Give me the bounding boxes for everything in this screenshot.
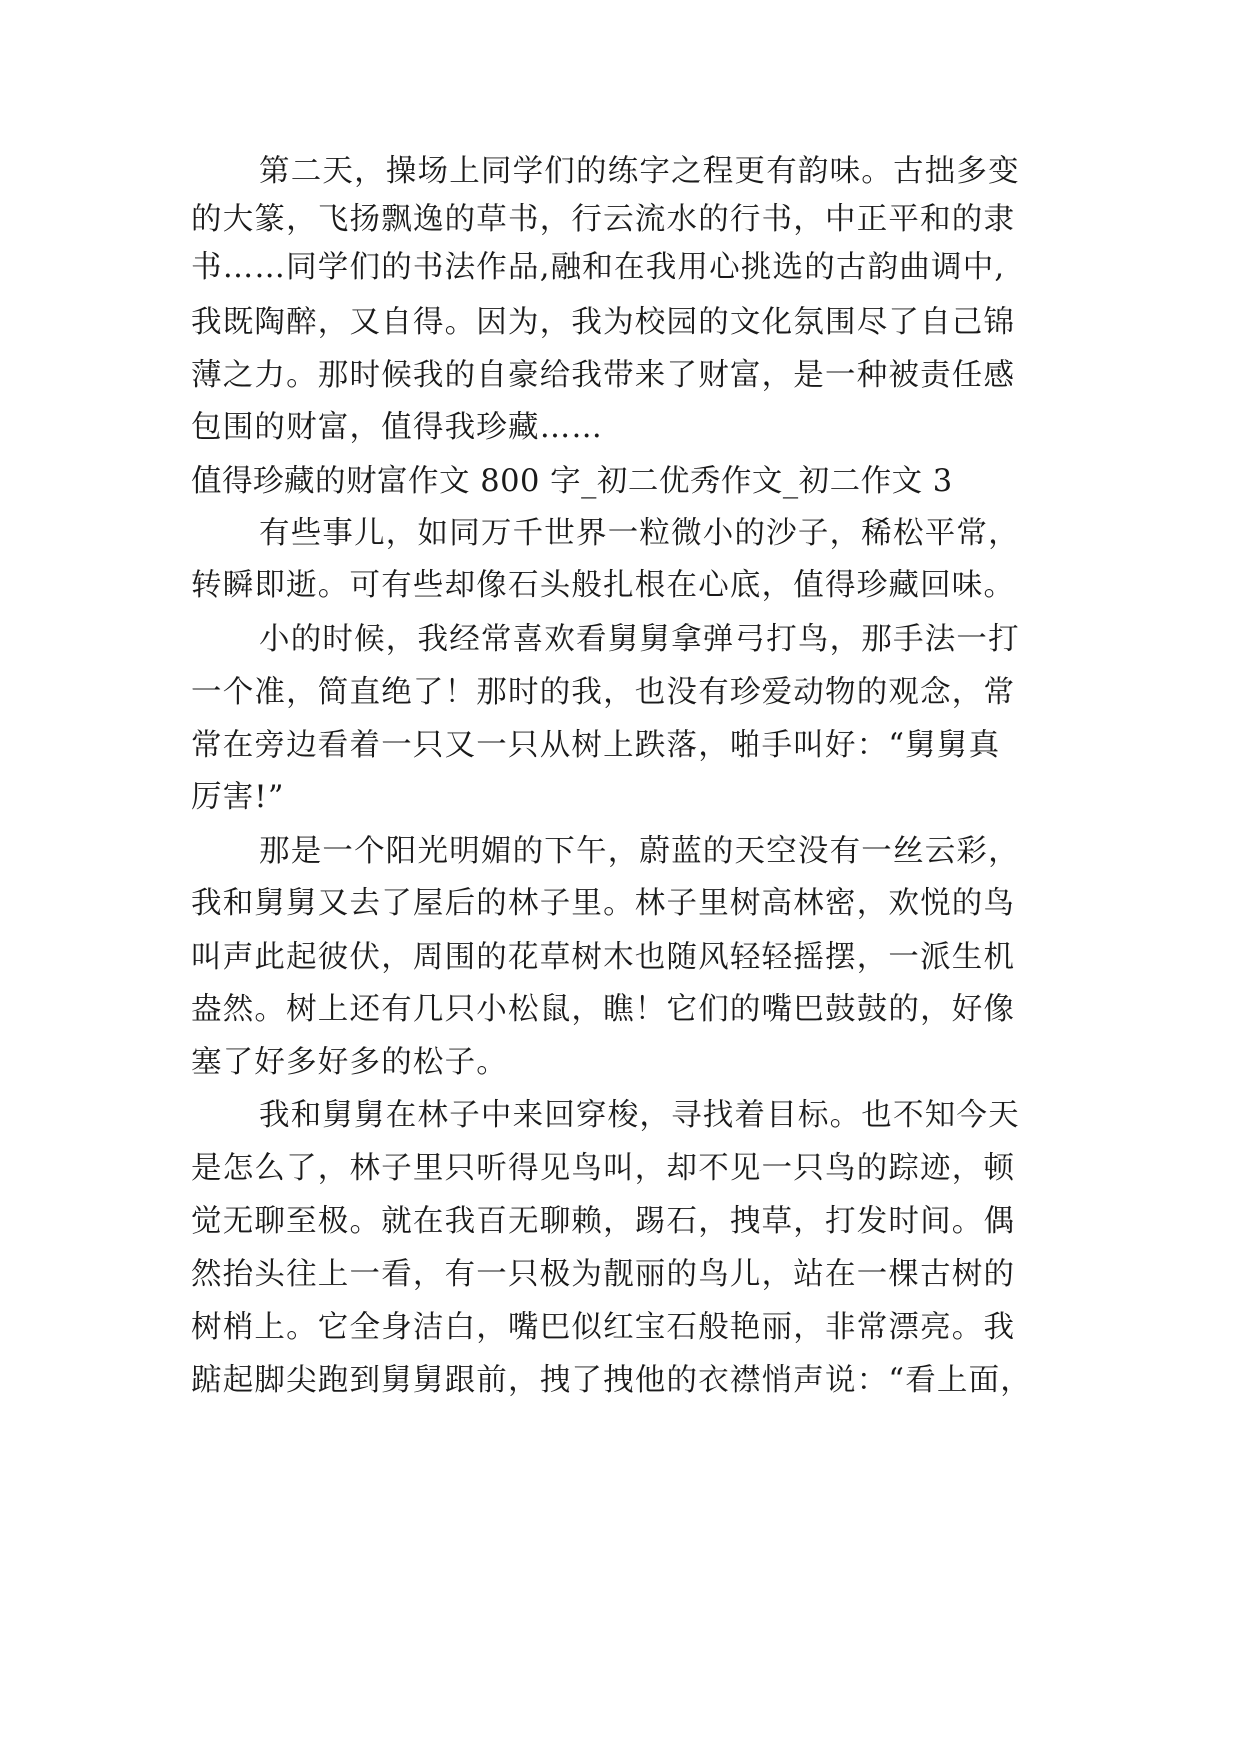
text-line: 盎然。树上还有几只小松鼠，瞧！它们的嘴巴鼓鼓的，好像 [191,992,1016,1027]
text-line: 塞了好多好多的松子。 [191,1045,508,1080]
text-line: 然抬头往上一看，有一只极为靓丽的鸟儿，站在一棵古树的 [191,1257,1016,1292]
text-line: 小的时候，我经常喜欢看舅舅拿弹弓打鸟，那手法一打 [259,622,1020,657]
text-line: 叫声此起彼伏，周围的花草树木也随风轻轻摇摆，一派生机 [191,940,1016,975]
text-line: 我既陶醉，又自得。因为，我为校园的文化氛围尽了自己锦 [191,305,1016,340]
text-line: 转瞬即逝。可有些却像石头般扎根在心底，值得珍藏回味。 [191,568,1016,603]
text-line: 踮起脚尖跑到舅舅跟前，拽了拽他的衣襟悄声说：“看上面， [191,1363,1032,1398]
text-line: 树梢上。它全身洁白，嘴巴似红宝石般艳丽，非常漂亮。我 [191,1310,1016,1345]
text-line: 觉无聊至极。就在我百无聊赖，踢石，拽草，打发时间。偶 [191,1204,1016,1239]
text-line: 我和舅舅又去了屋后的林子里。林子里树高林密，欢悦的鸟 [191,886,1016,921]
text-line: 厉害!” [191,780,285,815]
text-line: 薄之力。那时候我的自豪给我带来了财富，是一种被责任感 [191,358,1016,393]
text-line: 第二天，操场上同学们的练字之程更有韵味。古拙多变 [259,154,1020,189]
text-line: 我和舅舅在林子中来回穿梭，寻找着目标。也不知今天 [259,1098,1020,1133]
text-line: 的大篆，飞扬飘逸的草书，行云流水的行书，中正平和的隶 [191,202,1016,237]
article-title: 值得珍藏的财富作文 800 字_初二优秀作文_初二作文 3 [191,464,953,499]
text-line: 是怎么了，林子里只听得见鸟叫，却不见一只鸟的踪迹，顿 [191,1151,1016,1186]
text-line: 那是一个阳光明媚的下午，蔚蓝的天空没有一丝云彩， [259,834,1020,869]
text-line: 有些事儿，如同万千世界一粒微小的沙子，稀松平常， [259,516,1020,551]
text-line: 常在旁边看着一只又一只从树上跌落，啪手叫好：“舅舅真 [191,728,1001,763]
text-line: 书……同学们的书法作品,融和在我用心挑选的古韵曲调中, [191,250,1006,285]
text-line: 包围的财富，值得我珍藏…… [191,410,604,445]
text-line: 一个准，简直绝了！那时的我，也没有珍爱动物的观念，常 [191,675,1016,710]
